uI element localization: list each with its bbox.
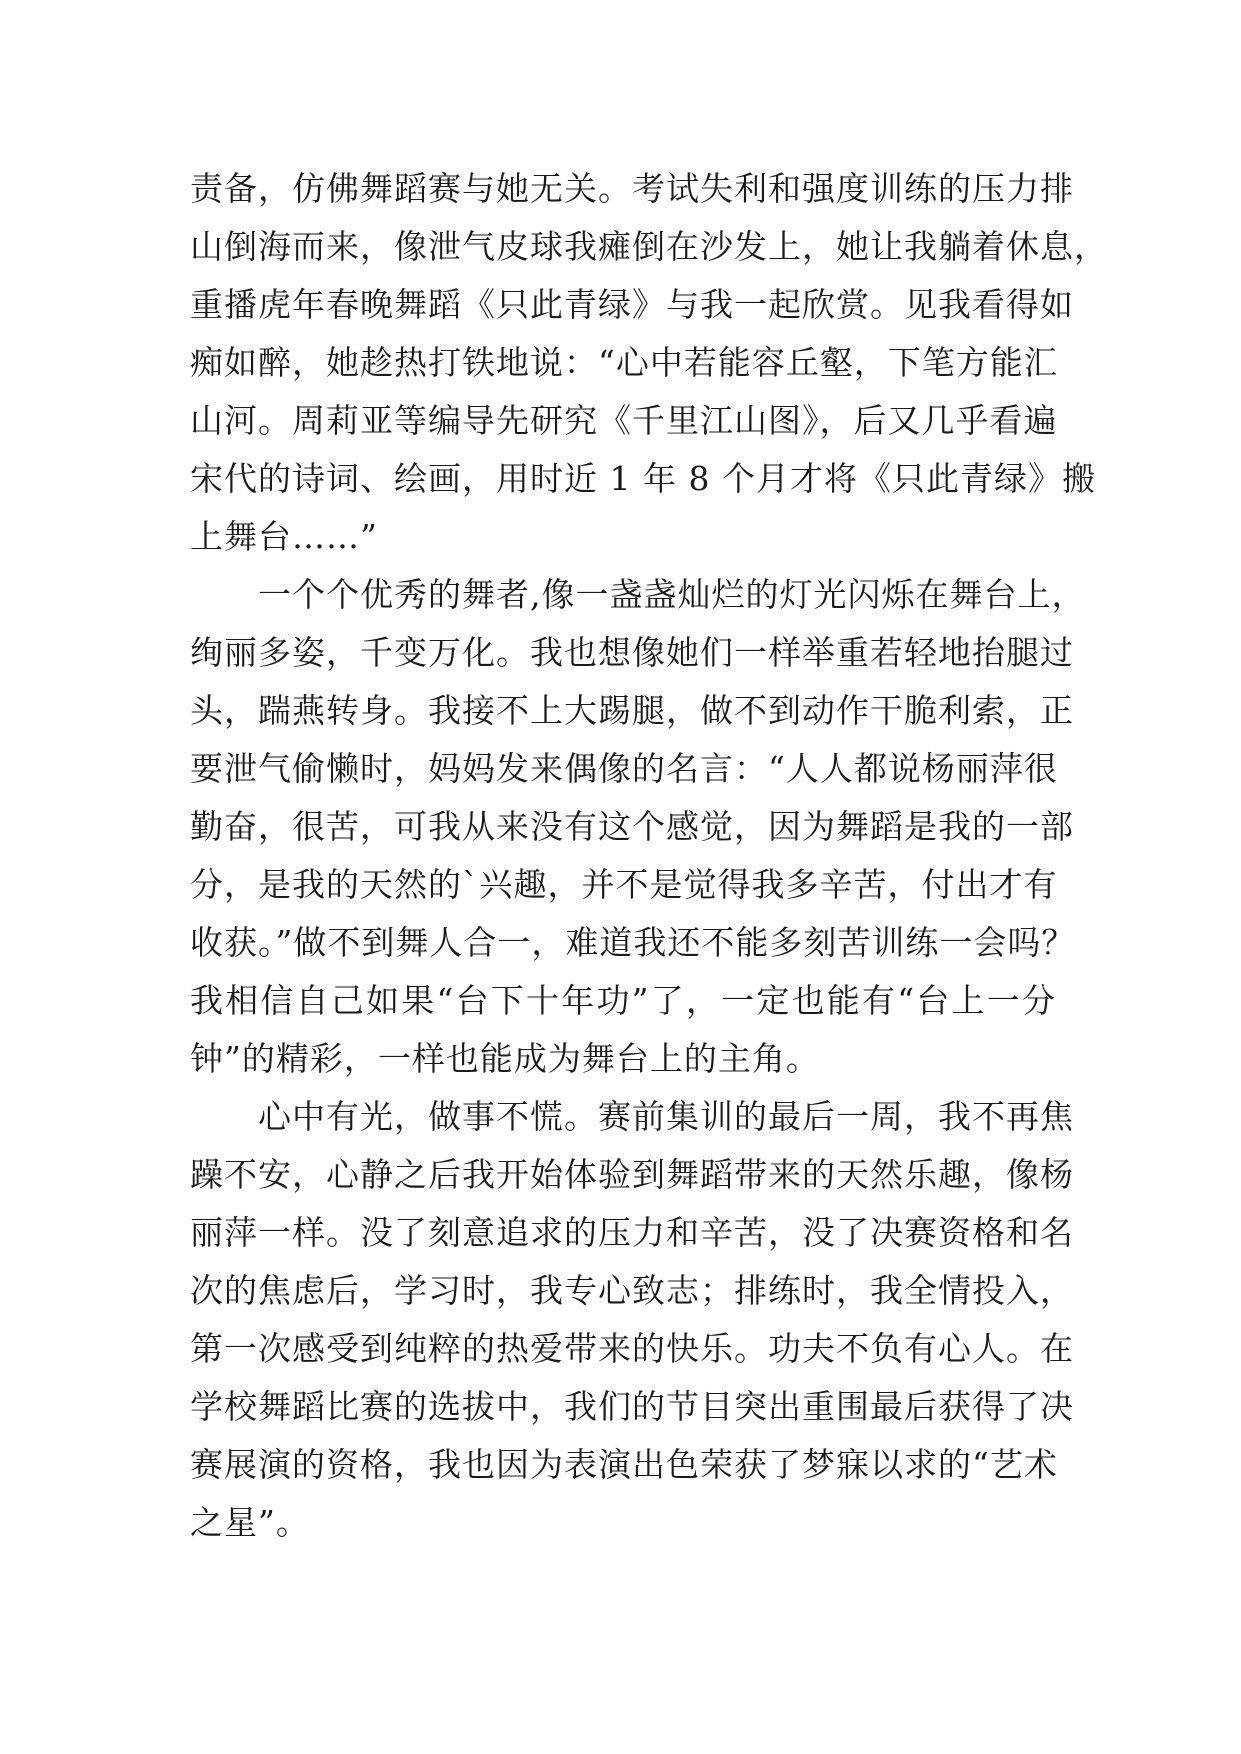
text-line: 次的焦虑后，学习时，我专心致志；排练时，我全情投入， [190, 1271, 1074, 1310]
text-line: 钟”的精彩，一样也能成为舞台上的主角。 [190, 1039, 820, 1078]
paragraph-first-line: 一个个优秀的舞者,像一盏盏灿烂的灯光闪烁在舞台上， [258, 575, 1086, 614]
text-line: 躁不安，心静之后我开始体验到舞蹈带来的天然乐趣，像杨 [190, 1155, 1074, 1194]
text-line: 勤奋，很苦，可我从来没有这个感觉，因为舞蹈是我的一部 [190, 807, 1074, 846]
text-line: 绚丽多姿，千变万化。我也想像她们一样举重若轻地抬腿过 [190, 633, 1074, 672]
text-line: 山倒海而来，像泄气皮球我瘫倒在沙发上，她让我躺着休息， [190, 227, 1108, 266]
text-line: 第一次感受到纯粹的热爱带来的快乐。功夫不负有心人。在 [190, 1329, 1074, 1368]
text-line: 宋代的诗词、绘画，用时近 1 年 8 个月才将《只此青绿》搬 [190, 459, 1096, 498]
text-line: 丽萍一样。没了刻意追求的压力和辛苦，没了决赛资格和名 [190, 1213, 1074, 1252]
text-line: 山河。周莉亚等编导先研究《千里江山图》，后又几乎看遍 [190, 401, 1058, 440]
text-line: 分，是我的天然的`兴趣，并不是觉得我多辛苦，付出才有 [190, 865, 1058, 904]
text-line: 痴如醉，她趁热打铁地说：“心中若能容丘壑，下笔方能汇 [190, 343, 1058, 382]
text-line: 我相信自己如果“台下十年功”了，一定也能有“台上一分 [190, 981, 1056, 1020]
text-line: 重播虎年春晚舞蹈《只此青绿》与我一起欣赏。见我看得如 [190, 285, 1074, 324]
text-line: 之星”。 [190, 1503, 310, 1542]
text-line: 要泄气偷懒时，妈妈发来偶像的名言：“人人都说杨丽萍很 [190, 749, 1058, 788]
text-line: 学校舞蹈比赛的选拔中，我们的节目突出重围最后获得了决 [190, 1387, 1074, 1426]
text-line: 赛展演的资格，我也因为表演出色荣获了梦寐以求的“艺术 [190, 1445, 1058, 1484]
text-line: 收获。”做不到舞人合一，难道我还不能多刻苦训练一会吗？ [190, 923, 1076, 962]
text-line: 上舞台……” [190, 517, 378, 556]
body-text [190, 160, 1108, 1552]
text-line: 头，踹燕转身。我接不上大踢腿，做不到动作干脆利索，正 [190, 691, 1074, 730]
text-line: 责备，仿佛舞蹈赛与她无关。考试失利和强度训练的压力排 [190, 169, 1074, 208]
paragraph-first-line: 心中有光，做事不慌。赛前集训的最后一周，我不再焦 [258, 1097, 1074, 1136]
